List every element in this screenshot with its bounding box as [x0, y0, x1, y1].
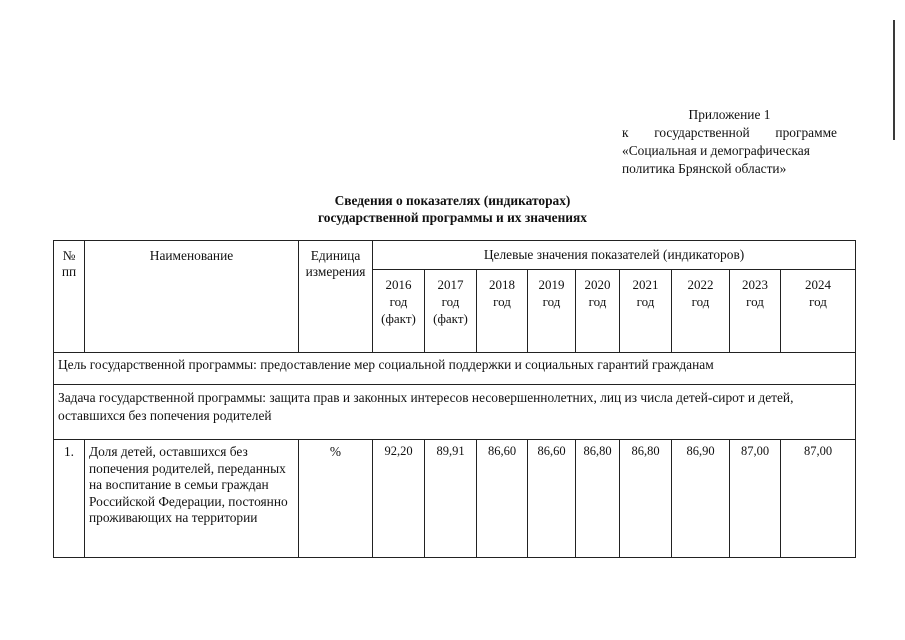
appendix-note	[622, 106, 837, 178]
year-year: 2018	[489, 277, 515, 292]
goal-row	[54, 353, 856, 385]
year-unit: год	[389, 294, 408, 309]
year-year: 2020	[584, 277, 611, 292]
year-year: 2022	[687, 277, 714, 292]
table-row	[54, 440, 856, 558]
value-cell-2023: 87,00	[730, 440, 781, 558]
header-year-2017	[425, 270, 477, 353]
year-unit: год	[588, 294, 607, 309]
indicators-table	[53, 240, 856, 558]
value-cell-2020: 86,80	[576, 440, 620, 558]
header-year-2016	[373, 270, 425, 353]
scan-edge-line	[893, 20, 895, 140]
task-cell: Задача государственной программы: защита прав и законных интересов несовершеннолетних, лиц из числа детей-сирот и детей, оставшихся без попечения родителей	[54, 385, 856, 440]
year-year: 2023	[742, 277, 768, 292]
header-year-2024	[781, 270, 856, 353]
header-year-2022	[672, 270, 730, 353]
appendix-line-1: Приложение 1	[688, 107, 771, 122]
appendix-line-3: «Социальная и демографическая	[622, 143, 810, 158]
year-unit: год	[636, 294, 655, 309]
year-year: 2024	[805, 277, 832, 292]
table-header-row	[54, 241, 856, 270]
value-cell-2022: 86,90	[672, 440, 730, 558]
year-note: (факт)	[381, 311, 416, 326]
header-targets: Целевые значения показателей (индикаторов)	[373, 241, 856, 270]
task-row	[54, 385, 856, 440]
year-year: 2017	[437, 277, 464, 292]
header-name: Наименование	[85, 241, 299, 353]
year-year: 2019	[538, 277, 565, 292]
year-note: (факт)	[433, 311, 468, 326]
row-number: 1.	[54, 440, 85, 558]
document-title-line-2: государственной программы и их значениях	[318, 210, 587, 225]
value-cell-2024: 87,00	[781, 440, 856, 558]
appendix-line-4: политика Брянской области»	[622, 161, 787, 176]
header-year-2018	[477, 270, 528, 353]
value-cell-2021: 86,80	[620, 440, 672, 558]
document-title-line-1: Сведения о показателях (индикаторах)	[334, 193, 571, 208]
year-year: 2016	[385, 277, 412, 292]
value-cell-2018: 86,60	[477, 440, 528, 558]
year-unit: год	[746, 294, 764, 309]
row-indicator-name: Доля детей, оставшихся без попечения родителей, переданных на воспитание в семьи граждан Российской Федерации, постоянно проживающих на территории	[85, 440, 299, 558]
header-year-2019	[528, 270, 576, 353]
header-year-2020	[576, 270, 620, 353]
year-unit: год	[809, 294, 827, 309]
header-year-2021	[620, 270, 672, 353]
year-unit: год	[441, 294, 460, 309]
year-unit: год	[691, 294, 710, 309]
header-number: № пп	[54, 241, 85, 353]
value-cell-2016: 92,20	[373, 440, 425, 558]
value-cell-2019: 86,60	[528, 440, 576, 558]
value-cell-2017: 89,91	[425, 440, 477, 558]
appendix-line-2: к государственной программе	[622, 125, 837, 140]
year-year: 2021	[632, 277, 659, 292]
row-unit: %	[299, 440, 373, 558]
goal-cell: Цель государственной программы: предоставление мер социальной поддержки и социальных гарантий гражданам	[54, 353, 856, 385]
header-unit: Единица измерения	[299, 241, 373, 353]
header-year-2023	[730, 270, 781, 353]
year-unit: год	[542, 294, 561, 309]
year-unit: год	[493, 294, 511, 309]
